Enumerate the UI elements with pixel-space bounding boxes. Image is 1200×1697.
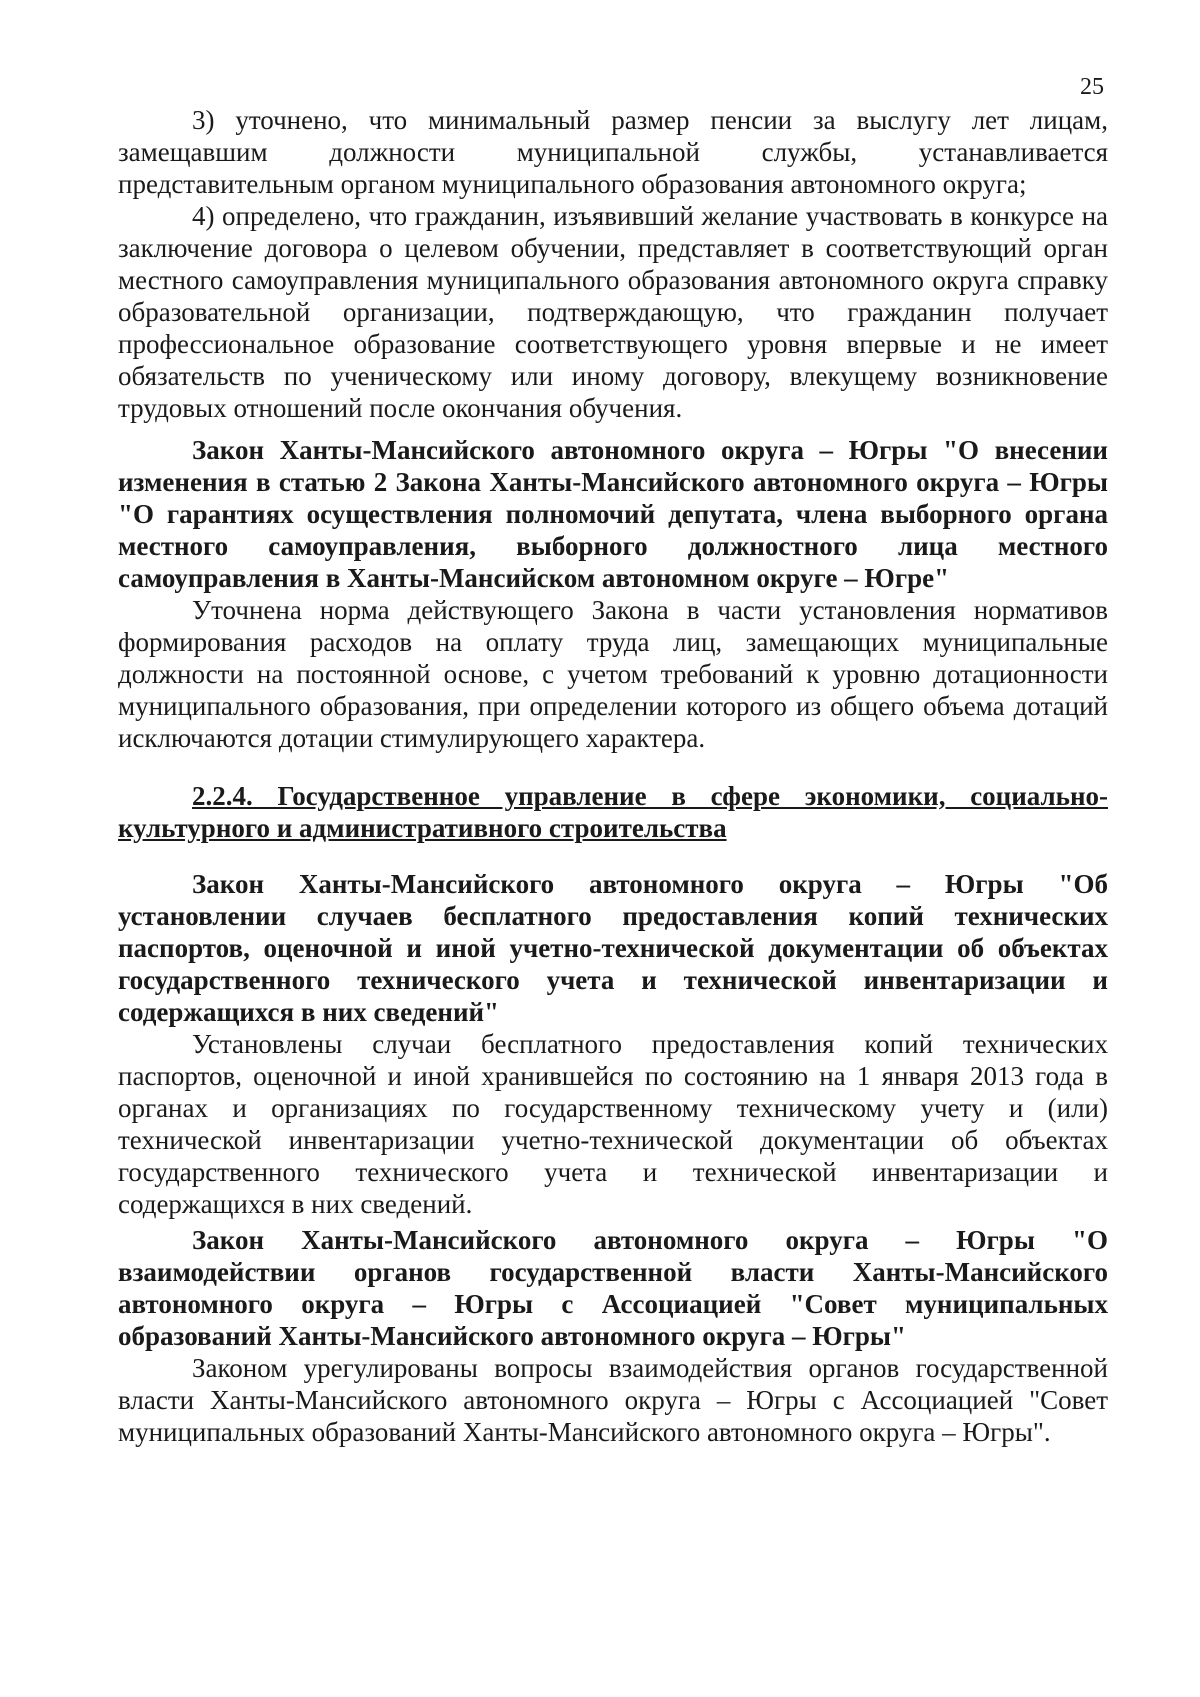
law-section-2 <box>118 868 1108 1220</box>
law-1-body: Уточнена норма действующего Закона в части установления нормативов формирования расходов на оплату труда лиц, замещающих муниципальные должности на постоянной основе, с учетом требований к уровню дотационности муниципального образования, при определении которого из общего объема дотаций исключаются дотации стимулирующего характера. <box>118 595 1108 753</box>
list-item-4 <box>118 200 1108 424</box>
law-1-title: Закон Ханты-Мансийского автономного округа – Югры "О внесении изменения в статью 2 Закона Ханты-Мансийского автономного округа – Югры "О гарантиях осуществления полномочий депутата, члена выборного органа местного самоуправления, выборного должностного лица местного самоуправления в Ханты-Мансийском автономном округе – Югре" <box>118 435 1108 593</box>
law-section-1 <box>118 434 1108 754</box>
law-3-title: Закон Ханты-Мансийского автономного округа – Югры "О взаимодействии органов государственной власти Ханты-Мансийского автономного округа – Югры с Ассоциацией "Совет муниципальных образований Ханты-Мансийского автономного округа – Югры" <box>118 1225 1108 1351</box>
paragraph-item-4: 4) определено, что гражданин, изъявивший желание участвовать в конкурсе на заключение договора о целевом обучении, представляет в соответствующий орган местного самоуправления муниципального образования автономного округа справку образовательной организации, подтверждающую, что гражданин получает профессиональное образование соответствующего уровня впервые и не имеет обязательств по ученическому или иному договору, влекущему возникновение трудовых отношений после окончания обучения. <box>118 201 1108 423</box>
paragraph-item-3: 3) уточнено, что минимальный размер пенсии за выслугу лет лицам, замещавшим должности муниципальной службы, устанавливается представительным органом муниципального образования автономного округа; <box>118 105 1108 199</box>
section-heading-block <box>118 780 1108 844</box>
page-number: 25 <box>1080 74 1104 100</box>
list-item-3 <box>118 104 1108 200</box>
law-3-body: Законом урегулированы вопросы взаимодействия органов государственной власти Ханты-Мансийского автономного округа – Югры с Ассоциацией "Совет муниципальных образований Ханты-Мансийского автономного округа – Югры". <box>118 1353 1108 1447</box>
law-2-title: Закон Ханты-Мансийского автономного округа – Югры "Об установлении случаев бесплатного предоставления копий технических паспортов, оценочной и иной учетно-технической документации об объектах государственного технического учета и технической инвентаризации и содержащихся в них сведений" <box>118 869 1108 1027</box>
section-heading: 2.2.4. Государственное управление в сфере экономики, социально-культурного и административного строительства <box>118 781 1108 843</box>
law-section-3 <box>118 1224 1108 1448</box>
law-2-body: Установлены случаи бесплатного предоставления копий технических паспортов, оценочной и иной хранившейся по состоянию на 1 января 2013 года в органах и организациях по государственному техническому учету и (или) технической инвентаризации учетно-технической документации об объектах государственного технического учета и технической инвентаризации и содержащихся в них сведений. <box>118 1029 1108 1219</box>
